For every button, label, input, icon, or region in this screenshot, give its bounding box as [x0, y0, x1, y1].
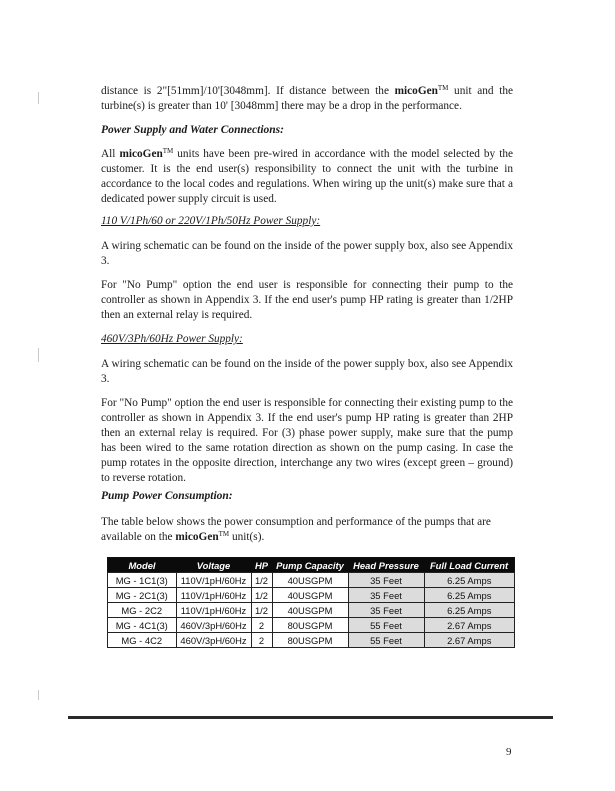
section-heading-pump-power: Pump Power Consumption:: [101, 490, 233, 502]
footer-divider: [68, 716, 553, 719]
table-cell-pump-capacity: 40USGPM: [272, 588, 348, 603]
table-header-row: [108, 558, 515, 573]
table-cell-voltage: 110V/1pH/60Hz: [176, 573, 251, 588]
table-cell-voltage: 110V/1pH/60Hz: [176, 603, 251, 618]
table-row: [108, 603, 515, 618]
table-row: [108, 618, 515, 633]
section-heading-power-water: Power Supply and Water Connections:: [101, 124, 284, 136]
table-row: [108, 633, 515, 648]
table-cell-hp: 1/2: [251, 588, 272, 603]
460v-paragraph-2: For "No Pump" option the end user is responsible for connecting their existing pump to the controller as shown in Appendix 3. If the end user's pump HP rating is greater than 2HP then an external relay is required. For (3) phase power supply, make sure that the pump has been wired to the same rotation direction as shown on the pump casing. In case the pump rotates in the opposite direction, interchange any two wires (except green – ground) to reverse rotation.: [101, 397, 513, 484]
table-cell-head-pressure: 35 Feet: [348, 588, 424, 603]
section-heading-110v: 110 V/1Ph/60 or 220V/1Ph/50Hz Power Supply:: [101, 215, 321, 227]
column-header-model: Model: [108, 558, 177, 573]
column-header-hp: HP: [251, 558, 272, 573]
460v-paragraph-1: A wiring schematic can be found on the inside of the power supply box, also see Appendix 3.: [101, 358, 513, 385]
table-cell-pump-capacity: 40USGPM: [272, 603, 348, 618]
column-header-pump-capacity: Pump Capacity: [272, 558, 348, 573]
page-number: 9: [506, 746, 512, 758]
column-header-voltage: Voltage: [176, 558, 251, 573]
table-cell-hp: 2: [251, 633, 272, 648]
table-cell-full-load-current: 6.25 Amps: [424, 573, 515, 588]
table-cell-hp: 2: [251, 618, 272, 633]
section-heading-460v: 460V/3Ph/60Hz Power Supply:: [101, 333, 243, 345]
table-cell-head-pressure: 35 Feet: [348, 573, 424, 588]
table-cell-model: MG - 2C2: [108, 603, 177, 618]
table-cell-model: MG - 4C1(3): [108, 618, 177, 633]
table-cell-head-pressure: 55 Feet: [348, 618, 424, 633]
table-row: [108, 588, 515, 603]
table-cell-head-pressure: 35 Feet: [348, 603, 424, 618]
table-cell-full-load-current: 2.67 Amps: [424, 633, 515, 648]
power-water-paragraph: All micoGen™ units have been pre-wired in accordance with the model selected by the customer. It is the end user(s) responsibility to connect the unit with the turbine in accordance to the local codes and regulations. When wiring up the unit(s) make sure that a dedicated power supply circuit is used.: [101, 147, 513, 205]
scan-margin-mark: [38, 92, 39, 104]
table-cell-voltage: 460V/3pH/60Hz: [176, 618, 251, 633]
table-row: [108, 573, 515, 588]
table-cell-pump-capacity: 80USGPM: [272, 633, 348, 648]
table-cell-full-load-current: 2.67 Amps: [424, 618, 515, 633]
110v-paragraph-2: For "No Pump" option the end user is responsible for connecting their pump to the controller as shown in Appendix 3. If the end user's pump HP rating is greater than 1/2HP then an external relay is required.: [101, 279, 513, 321]
scan-margin-mark: [38, 690, 39, 700]
table-cell-hp: 1/2: [251, 603, 272, 618]
table-cell-model: MG - 1C1(3): [108, 573, 177, 588]
table-cell-pump-capacity: 40USGPM: [272, 573, 348, 588]
scan-margin-mark: [38, 348, 39, 362]
table-cell-full-load-current: 6.25 Amps: [424, 603, 515, 618]
table-cell-voltage: 110V/1pH/60Hz: [176, 588, 251, 603]
table-cell-model: MG - 2C1(3): [108, 588, 177, 603]
table-cell-head-pressure: 55 Feet: [348, 633, 424, 648]
table-cell-pump-capacity: 80USGPM: [272, 618, 348, 633]
table-cell-model: MG - 4C2: [108, 633, 177, 648]
table-cell-full-load-current: 6.25 Amps: [424, 588, 515, 603]
110v-paragraph-1: A wiring schematic can be found on the inside of the power supply box, also see Appendix 3.: [101, 240, 513, 267]
column-header-full-load-current: Full Load Current: [424, 558, 515, 573]
pump-power-paragraph: The table below shows the power consumption and performance of the pumps that are available on the micoGen™ unit(s).: [101, 516, 491, 543]
table-cell-voltage: 460V/3pH/60Hz: [176, 633, 251, 648]
intro-paragraph: distance is 2"[51mm]/10'[3048mm]. If distance between the micoGen™ unit and the turbine(s) is greater than 10' [3048mm] there may be a drop in the performance.: [101, 84, 513, 112]
pump-specs-table: [107, 557, 515, 648]
table-cell-hp: 1/2: [251, 573, 272, 588]
column-header-head-pressure: Head Pressure: [348, 558, 424, 573]
